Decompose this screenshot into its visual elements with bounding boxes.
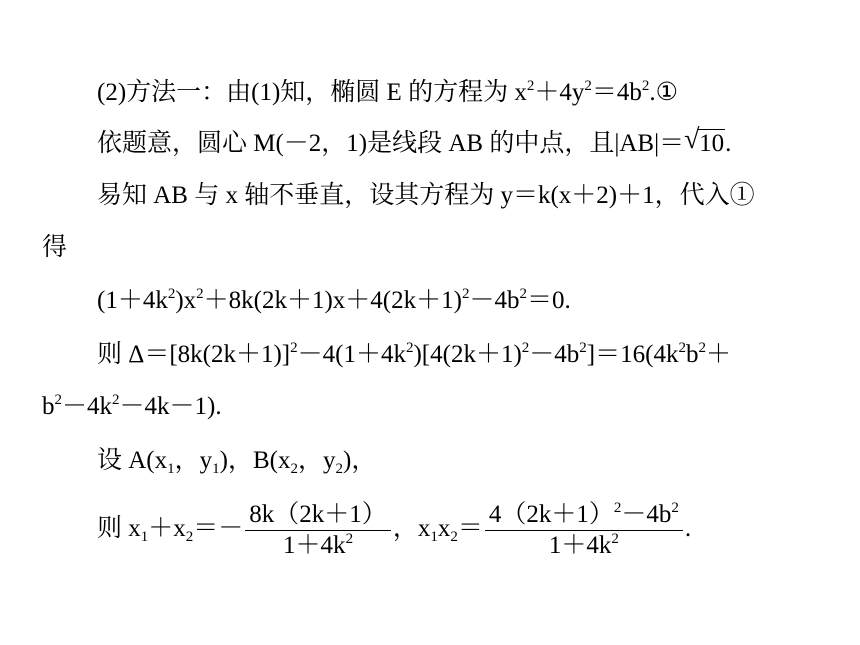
text: ＋ bbox=[705, 341, 731, 368]
continuation-line bbox=[42, 233, 67, 263]
line-equation-line bbox=[97, 181, 755, 211]
subscript: 1 bbox=[167, 461, 175, 477]
text: )，B(x bbox=[219, 447, 291, 474]
discriminant-line bbox=[97, 340, 731, 370]
sum-numerator: 8k（2k＋1） bbox=[249, 501, 387, 528]
exponent: 2 bbox=[584, 78, 592, 94]
points-definition-line bbox=[97, 446, 376, 476]
text: ＝4b bbox=[591, 79, 642, 106]
exponent: 2 bbox=[167, 286, 176, 302]
text: . bbox=[725, 130, 732, 157]
exponent: 2 bbox=[698, 340, 706, 356]
discriminant-continuation-line bbox=[42, 392, 222, 422]
text: 依题意，圆心 M(－2，1)是线段 AB 的中点，且|AB|＝ bbox=[97, 130, 685, 157]
quadratic-equation-line bbox=[97, 286, 571, 316]
exponent: 2 bbox=[521, 340, 530, 356]
text: ＝－ bbox=[193, 515, 244, 543]
exponent: 2 bbox=[579, 340, 587, 356]
subscript: 1 bbox=[430, 529, 438, 546]
text: b bbox=[685, 341, 699, 368]
text: ＋4y bbox=[534, 79, 585, 106]
text: x bbox=[437, 515, 451, 543]
exponent: 2 bbox=[678, 340, 686, 356]
text: ，y bbox=[174, 447, 213, 474]
subscript: 2 bbox=[335, 461, 343, 477]
product-numerator: $4(2k+1)^2-4b^2$ bbox=[488, 500, 679, 528]
text: ]＝16(4k bbox=[586, 341, 679, 368]
product-denominator: $1+4k^2$ bbox=[485, 530, 683, 561]
exponent: 2 bbox=[290, 340, 298, 356]
text: －4b bbox=[529, 341, 580, 368]
subscript: 1 bbox=[140, 529, 149, 546]
text: －4k bbox=[62, 393, 113, 420]
radical-sign: √ bbox=[684, 124, 700, 155]
text: ＝0. bbox=[526, 287, 571, 314]
square-root bbox=[684, 124, 725, 159]
text: .① bbox=[649, 79, 679, 106]
text: 设 A(x bbox=[97, 447, 168, 474]
midpoint-condition-line bbox=[97, 124, 732, 159]
radicand: 10 bbox=[699, 130, 725, 157]
text: )x bbox=[175, 287, 197, 314]
subscript: 2 bbox=[185, 529, 194, 546]
text: 得 bbox=[42, 234, 68, 261]
subscript: 1 bbox=[212, 461, 220, 477]
text: . bbox=[684, 515, 692, 543]
product-fraction bbox=[485, 500, 683, 561]
subscript: 2 bbox=[450, 529, 458, 546]
text: ＝ bbox=[457, 515, 483, 543]
text: －4k－1). bbox=[119, 393, 222, 420]
exponent: 2 bbox=[405, 340, 414, 356]
text: ＋x bbox=[148, 515, 186, 543]
text: (2)方法一：由(1)知，椭圆 E 的方程为 x bbox=[97, 79, 527, 106]
exponent: 2 bbox=[641, 78, 650, 94]
subscript: 2 bbox=[290, 461, 298, 477]
exponent: 2 bbox=[526, 78, 535, 94]
exponent: 2 bbox=[519, 286, 527, 302]
text: 则 x bbox=[97, 515, 141, 543]
text: )[4(2k＋1) bbox=[413, 341, 522, 368]
text: 易知 AB 与 x 轴不垂直，设其方程为 y＝k(x＋2)＋1，代入① bbox=[97, 182, 755, 209]
sum-denominator: $1+4k^2$ bbox=[245, 530, 391, 561]
text: ，y bbox=[297, 447, 336, 474]
sum-fraction bbox=[245, 500, 391, 561]
text: )， bbox=[343, 447, 377, 474]
text: ＋8k(2k＋1)x＋4(2k＋1) bbox=[203, 287, 462, 314]
text: 则 Δ＝[8k(2k＋1)] bbox=[97, 341, 291, 368]
text: ，x bbox=[392, 515, 431, 543]
exponent: 2 bbox=[196, 286, 204, 302]
text: －4(1＋4k bbox=[297, 341, 406, 368]
text: －4b bbox=[469, 287, 520, 314]
text: b bbox=[42, 393, 55, 420]
exponent: 2 bbox=[112, 392, 120, 408]
exponent: 2 bbox=[54, 392, 62, 408]
exponent: 2 bbox=[461, 286, 470, 302]
text: (1＋4k bbox=[97, 287, 168, 314]
vieta-formulas-line bbox=[97, 500, 691, 561]
ellipse-equation-line bbox=[97, 78, 678, 108]
